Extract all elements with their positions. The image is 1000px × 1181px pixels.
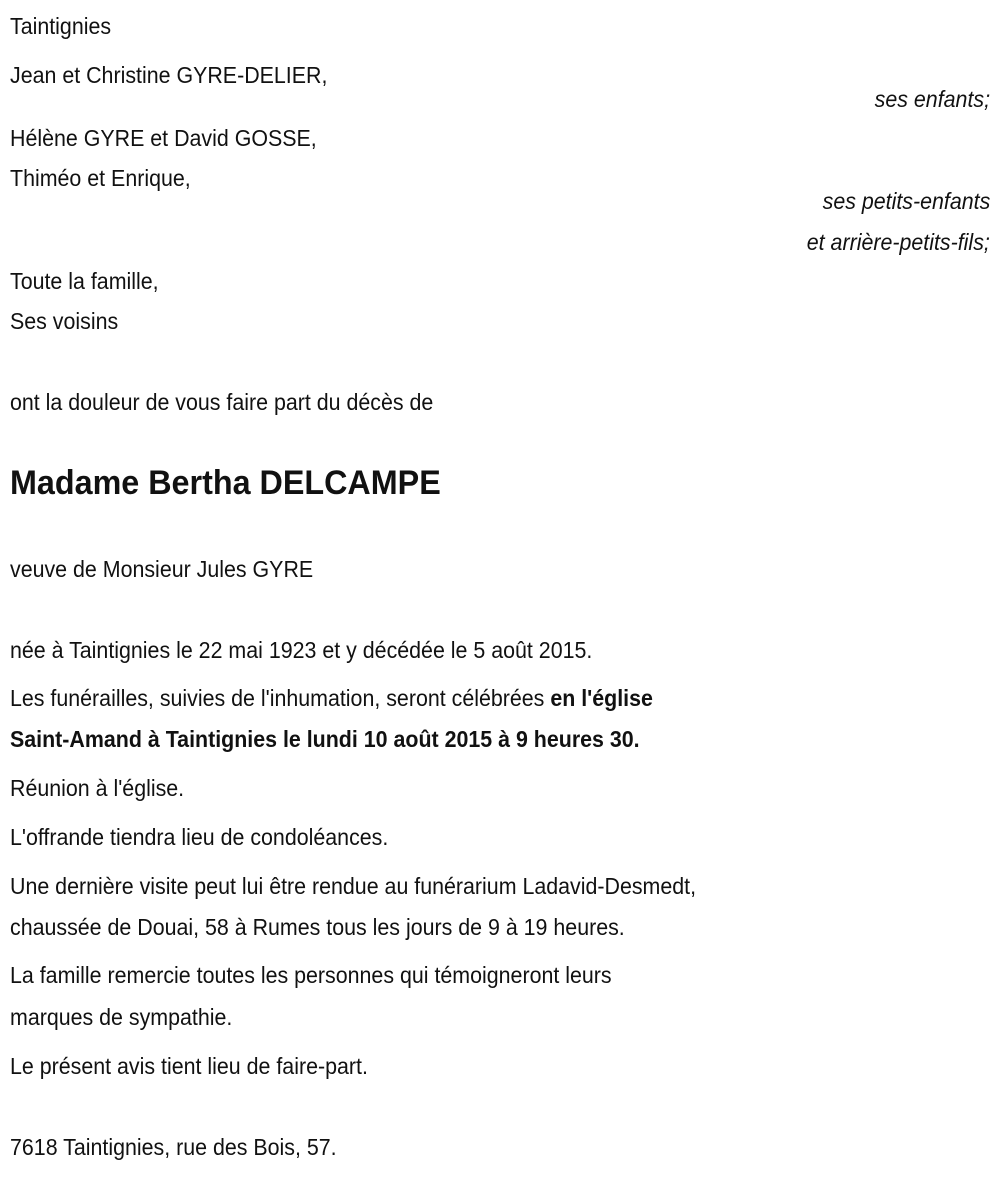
visit-line1: Une dernière visite peut lui être rendue au funérarium Ladavid-Desmedt,	[10, 873, 697, 899]
funeral-line2	[10, 724, 640, 754]
thanks-line2: marques de sympathie.	[10, 1004, 233, 1030]
children-names: Jean et Christine GYRE-DELIER,	[10, 62, 328, 88]
great-grandchildren-names: Thiméo et Enrique,	[10, 165, 191, 191]
visit-line2: chaussée de Douai, 58 à Rumes tous les jours de 9 à 19 heures.	[10, 914, 625, 940]
notice: Le présent avis tient lieu de faire-part.	[10, 1053, 368, 1079]
place-header: Taintignies	[10, 13, 112, 39]
widow-of: veuve de Monsieur Jules GYRE	[10, 556, 314, 582]
grandchildren-role: ses petits-enfants	[822, 188, 990, 214]
grandchildren-names: Hélène GYRE et David GOSSE,	[10, 125, 317, 151]
family-line: Toute la famille,	[10, 268, 159, 294]
funeral-date-time: Saint-Amand à Taintignies le lundi 10 août 2015 à 9 heures 30.	[10, 726, 640, 752]
address: 7618 Taintignies, rue des Bois, 57.	[10, 1134, 337, 1160]
great-grandchildren-role: et arrière-petits-fils;	[806, 229, 990, 255]
neighbours-line: Ses voisins	[10, 308, 119, 334]
funeral-line1	[10, 683, 653, 713]
meeting: Réunion à l'église.	[10, 775, 185, 801]
funeral-text: Les funérailles, suivies de l'inhumation, seront célébrées	[10, 685, 551, 711]
offering: L'offrande tiendra lieu de condoléances.	[10, 824, 389, 850]
funeral-location: en l'église	[550, 685, 653, 711]
thanks-line1: La famille remercie toutes les personnes qui témoigneront leurs	[10, 962, 612, 988]
children-role: ses enfants;	[874, 86, 990, 112]
announcement: ont la douleur de vous faire part du décès de	[10, 389, 434, 415]
deceased-name: Madame Bertha DELCAMPE	[10, 464, 441, 502]
birth-death: née à Taintignies le 22 mai 1923 et y décédée le 5 août 2015.	[10, 637, 593, 663]
